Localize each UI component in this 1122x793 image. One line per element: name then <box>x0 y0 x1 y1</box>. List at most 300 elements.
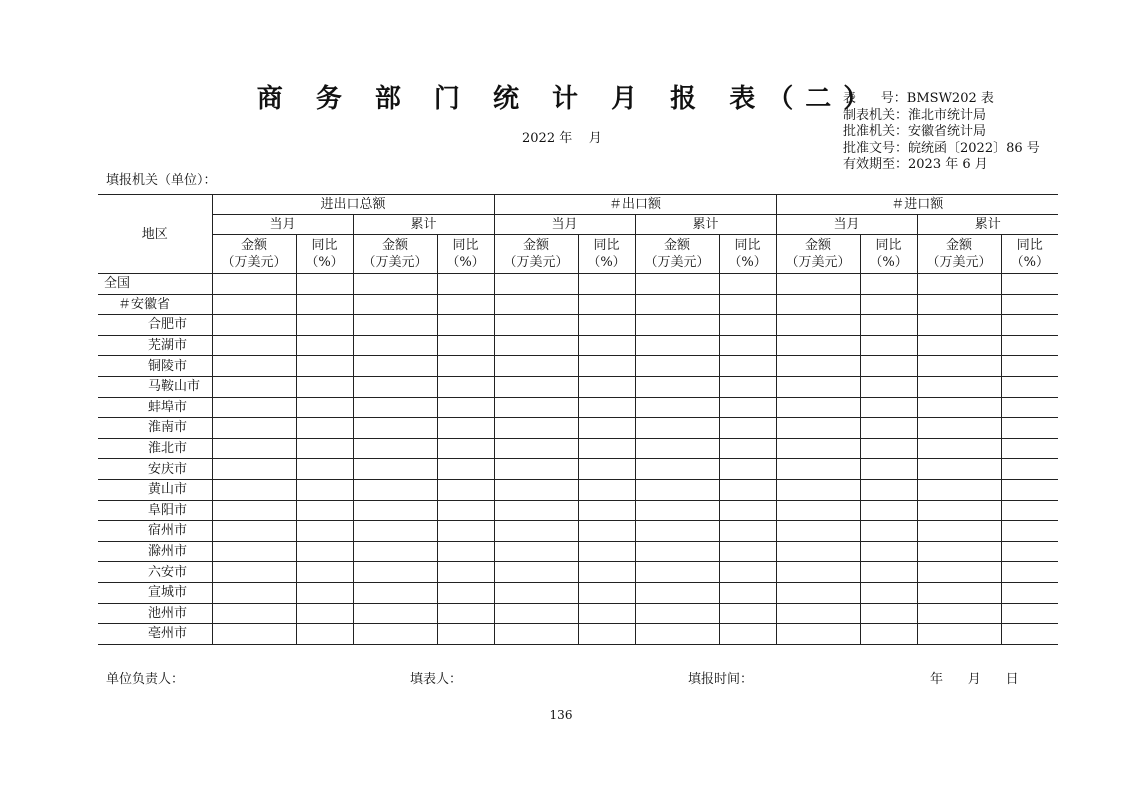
amount-unit: （万美元） <box>221 255 287 270</box>
amount-cell[interactable] <box>494 624 578 645</box>
person-in-charge-label: 单位负责人： <box>106 672 185 687</box>
yoy-cell[interactable] <box>296 521 353 542</box>
yoy-cell[interactable] <box>437 376 494 397</box>
yoy-cell[interactable] <box>578 521 635 542</box>
amount-cell[interactable] <box>353 418 437 439</box>
yoy-cell[interactable] <box>719 459 776 480</box>
table-row <box>98 562 1058 583</box>
amount-cell[interactable] <box>353 500 437 521</box>
amount-cell[interactable] <box>494 603 578 624</box>
amount-label: 金额 <box>946 238 973 253</box>
amount-cell[interactable] <box>776 541 860 562</box>
report-table <box>98 194 1058 645</box>
amount-cell[interactable] <box>353 376 437 397</box>
yoy-cell[interactable] <box>296 418 353 439</box>
yoy-cell[interactable] <box>719 438 776 459</box>
amount-cell[interactable] <box>917 521 1001 542</box>
current-month-header: 当月 <box>776 215 917 235</box>
amount-cell[interactable] <box>353 294 437 315</box>
yoy-header <box>1001 235 1058 274</box>
amount-cell[interactable] <box>494 562 578 583</box>
amount-cell[interactable] <box>212 479 296 500</box>
yoy-cell[interactable] <box>437 335 494 356</box>
amount-cell[interactable] <box>917 541 1001 562</box>
yoy-cell[interactable] <box>296 603 353 624</box>
amount-cell[interactable] <box>917 624 1001 645</box>
yoy-label: 同比 <box>593 238 620 253</box>
yoy-cell[interactable] <box>860 335 917 356</box>
amount-label: 金额 <box>381 238 408 253</box>
yoy-cell[interactable] <box>860 479 917 500</box>
region-name: 淮北市 <box>98 438 212 459</box>
group-header-total: 进出口总额 <box>212 195 494 215</box>
yoy-cell[interactable] <box>860 624 917 645</box>
region-name: 马鞍山市 <box>98 376 212 397</box>
amount-cell[interactable] <box>917 459 1001 480</box>
yoy-cell[interactable] <box>719 521 776 542</box>
amount-cell[interactable] <box>212 541 296 562</box>
amount-cell[interactable] <box>917 582 1001 603</box>
amount-cell[interactable] <box>212 603 296 624</box>
amount-cell[interactable] <box>776 397 860 418</box>
yoy-cell[interactable] <box>719 418 776 439</box>
yoy-cell[interactable] <box>860 274 917 295</box>
amount-cell[interactable] <box>494 582 578 603</box>
amount-cell[interactable] <box>212 274 296 295</box>
yoy-unit: （%） <box>446 255 485 270</box>
amount-cell[interactable] <box>494 521 578 542</box>
region-name: ＃安徽省 <box>98 294 212 315</box>
yoy-cell[interactable] <box>860 500 917 521</box>
amount-cell[interactable] <box>494 459 578 480</box>
yoy-cell[interactable] <box>1001 562 1058 583</box>
yoy-cell[interactable] <box>437 624 494 645</box>
yoy-unit: （%） <box>1010 255 1049 270</box>
yoy-cell[interactable] <box>1001 521 1058 542</box>
yoy-label: 同比 <box>875 238 902 253</box>
amount-cell[interactable] <box>917 315 1001 336</box>
amount-cell[interactable] <box>353 521 437 542</box>
amount-unit: （万美元） <box>644 255 710 270</box>
amount-unit: （万美元） <box>503 255 569 270</box>
yoy-cell[interactable] <box>578 438 635 459</box>
cumulative-header: 累计 <box>353 215 494 235</box>
amount-cell[interactable] <box>917 397 1001 418</box>
table-row <box>98 438 1058 459</box>
page-number: 136 <box>549 708 573 722</box>
amount-cell[interactable] <box>776 521 860 542</box>
amount-header <box>353 235 437 274</box>
yoy-unit: （%） <box>869 255 908 270</box>
amount-cell[interactable] <box>212 418 296 439</box>
amount-cell[interactable] <box>635 500 719 521</box>
amount-cell[interactable] <box>776 294 860 315</box>
amount-cell[interactable] <box>776 500 860 521</box>
yoy-cell[interactable] <box>1001 582 1058 603</box>
approval-document: 批准文号：皖统函〔2022〕86 号 <box>843 140 1040 156</box>
yoy-cell[interactable] <box>1001 624 1058 645</box>
amount-header <box>776 235 860 274</box>
amount-cell[interactable] <box>635 418 719 439</box>
amount-cell[interactable] <box>917 479 1001 500</box>
amount-cell[interactable] <box>917 274 1001 295</box>
region-name: 亳州市 <box>98 624 212 645</box>
amount-cell[interactable] <box>494 418 578 439</box>
yoy-cell[interactable] <box>296 335 353 356</box>
table-row <box>98 315 1058 336</box>
yoy-cell[interactable] <box>719 603 776 624</box>
yoy-cell[interactable] <box>437 541 494 562</box>
yoy-cell[interactable] <box>860 459 917 480</box>
yoy-cell[interactable] <box>296 376 353 397</box>
yoy-cell[interactable] <box>1001 397 1058 418</box>
yoy-cell[interactable] <box>437 315 494 336</box>
yoy-cell[interactable] <box>578 479 635 500</box>
amount-cell[interactable] <box>353 582 437 603</box>
yoy-cell[interactable] <box>437 356 494 377</box>
yoy-unit: （%） <box>587 255 626 270</box>
region-name: 蚌埠市 <box>98 397 212 418</box>
amount-cell[interactable] <box>494 376 578 397</box>
amount-cell[interactable] <box>776 624 860 645</box>
amount-cell[interactable] <box>353 459 437 480</box>
amount-cell[interactable] <box>212 294 296 315</box>
amount-header <box>494 235 578 274</box>
amount-cell[interactable] <box>776 418 860 439</box>
preparer-label: 填表人： <box>410 672 463 687</box>
yoy-cell[interactable] <box>719 479 776 500</box>
current-month-header: 当月 <box>494 215 635 235</box>
yoy-cell[interactable] <box>296 397 353 418</box>
report-time-label: 填报时间： <box>688 672 754 687</box>
yoy-header <box>578 235 635 274</box>
yoy-cell[interactable] <box>719 335 776 356</box>
region-name: 安庆市 <box>98 459 212 480</box>
region-name: 阜阳市 <box>98 500 212 521</box>
amount-cell[interactable] <box>635 624 719 645</box>
current-month-header: 当月 <box>212 215 353 235</box>
yoy-label: 同比 <box>311 238 338 253</box>
amount-cell[interactable] <box>635 315 719 336</box>
amount-cell[interactable] <box>212 562 296 583</box>
yoy-cell[interactable] <box>578 418 635 439</box>
yoy-cell[interactable] <box>860 541 917 562</box>
yoy-cell[interactable] <box>437 500 494 521</box>
amount-cell[interactable] <box>635 335 719 356</box>
amount-cell[interactable] <box>776 438 860 459</box>
yoy-cell[interactable] <box>1001 438 1058 459</box>
yoy-cell[interactable] <box>578 500 635 521</box>
yoy-cell[interactable] <box>719 500 776 521</box>
amount-header <box>212 235 296 274</box>
region-name: 宣城市 <box>98 582 212 603</box>
amount-cell[interactable] <box>212 315 296 336</box>
amount-cell[interactable] <box>917 356 1001 377</box>
amount-cell[interactable] <box>494 274 578 295</box>
yoy-cell[interactable] <box>1001 335 1058 356</box>
yoy-cell[interactable] <box>1001 356 1058 377</box>
amount-cell[interactable] <box>635 294 719 315</box>
amount-cell[interactable] <box>212 438 296 459</box>
table-row <box>98 541 1058 562</box>
yoy-header <box>719 235 776 274</box>
group-header-export: ＃出口额 <box>494 195 776 215</box>
yoy-cell[interactable] <box>860 438 917 459</box>
yoy-cell[interactable] <box>578 335 635 356</box>
amount-cell[interactable] <box>353 397 437 418</box>
yoy-cell[interactable] <box>296 500 353 521</box>
report-period: 2022 年 月 <box>522 131 602 146</box>
table-row <box>98 521 1058 542</box>
yoy-cell[interactable] <box>719 294 776 315</box>
yoy-cell[interactable] <box>296 315 353 336</box>
amount-unit: （万美元） <box>785 255 851 270</box>
yoy-cell[interactable] <box>578 459 635 480</box>
yoy-cell[interactable] <box>860 418 917 439</box>
yoy-cell[interactable] <box>860 315 917 336</box>
amount-cell[interactable] <box>494 335 578 356</box>
yoy-cell[interactable] <box>860 603 917 624</box>
cumulative-header: 累计 <box>917 215 1058 235</box>
yoy-header <box>296 235 353 274</box>
yoy-cell[interactable] <box>719 397 776 418</box>
amount-cell[interactable] <box>635 459 719 480</box>
table-row <box>98 459 1058 480</box>
amount-cell[interactable] <box>776 376 860 397</box>
yoy-cell[interactable] <box>719 582 776 603</box>
amount-cell[interactable] <box>494 356 578 377</box>
yoy-cell[interactable] <box>1001 479 1058 500</box>
amount-cell[interactable] <box>212 624 296 645</box>
amount-cell[interactable] <box>353 479 437 500</box>
amount-cell[interactable] <box>635 521 719 542</box>
yoy-cell[interactable] <box>437 521 494 542</box>
yoy-cell[interactable] <box>437 274 494 295</box>
region-header: 地区 <box>98 195 212 274</box>
yoy-cell[interactable] <box>437 582 494 603</box>
yoy-cell[interactable] <box>437 294 494 315</box>
yoy-cell[interactable] <box>1001 418 1058 439</box>
yoy-unit: （%） <box>728 255 767 270</box>
amount-cell[interactable] <box>494 294 578 315</box>
amount-cell[interactable] <box>635 376 719 397</box>
amount-cell[interactable] <box>353 438 437 459</box>
amount-cell[interactable] <box>494 315 578 336</box>
valid-until: 有效期至：2023 年 6 月 <box>843 157 988 172</box>
amount-label: 金额 <box>664 238 691 253</box>
amount-cell[interactable] <box>212 335 296 356</box>
yoy-cell[interactable] <box>860 356 917 377</box>
table-row <box>98 624 1058 645</box>
amount-cell[interactable] <box>917 562 1001 583</box>
yoy-cell[interactable] <box>860 582 917 603</box>
yoy-cell[interactable] <box>437 459 494 480</box>
yoy-cell[interactable] <box>1001 500 1058 521</box>
amount-cell[interactable] <box>494 500 578 521</box>
table-number: 表 号：BMSW202 表 <box>843 91 994 106</box>
yoy-cell[interactable] <box>296 562 353 583</box>
yoy-cell[interactable] <box>578 562 635 583</box>
amount-cell[interactable] <box>635 356 719 377</box>
table-row <box>98 397 1058 418</box>
amount-cell[interactable] <box>635 582 719 603</box>
amount-cell[interactable] <box>635 562 719 583</box>
amount-cell[interactable] <box>212 521 296 542</box>
amount-label: 金额 <box>240 238 267 253</box>
amount-cell[interactable] <box>635 603 719 624</box>
yoy-cell[interactable] <box>1001 294 1058 315</box>
yoy-cell[interactable] <box>719 562 776 583</box>
amount-cell[interactable] <box>635 541 719 562</box>
page-title: 商 务 部 门 统 计 月 报 表（二） <box>256 84 882 114</box>
amount-unit: （万美元） <box>362 255 428 270</box>
yoy-label: 同比 <box>452 238 479 253</box>
amount-cell[interactable] <box>917 335 1001 356</box>
yoy-cell[interactable] <box>437 479 494 500</box>
amount-cell[interactable] <box>353 541 437 562</box>
yoy-cell[interactable] <box>296 582 353 603</box>
amount-label: 金额 <box>523 238 550 253</box>
yoy-cell[interactable] <box>296 459 353 480</box>
yoy-cell[interactable] <box>578 541 635 562</box>
yoy-cell[interactable] <box>578 274 635 295</box>
report-date-parts: 年 月 日 <box>930 672 1019 687</box>
amount-cell[interactable] <box>353 315 437 336</box>
amount-cell[interactable] <box>917 438 1001 459</box>
form-metadata <box>843 91 1040 174</box>
yoy-cell[interactable] <box>719 274 776 295</box>
yoy-cell[interactable] <box>719 541 776 562</box>
amount-cell[interactable] <box>353 335 437 356</box>
yoy-cell[interactable] <box>296 438 353 459</box>
amount-cell[interactable] <box>212 356 296 377</box>
yoy-cell[interactable] <box>860 397 917 418</box>
yoy-cell[interactable] <box>437 418 494 439</box>
yoy-cell[interactable] <box>578 356 635 377</box>
yoy-cell[interactable] <box>578 603 635 624</box>
yoy-cell[interactable] <box>296 624 353 645</box>
yoy-cell[interactable] <box>296 356 353 377</box>
amount-cell[interactable] <box>776 274 860 295</box>
yoy-cell[interactable] <box>578 397 635 418</box>
yoy-cell[interactable] <box>578 315 635 336</box>
amount-cell[interactable] <box>776 335 860 356</box>
yoy-cell[interactable] <box>296 541 353 562</box>
amount-cell[interactable] <box>776 603 860 624</box>
yoy-cell[interactable] <box>860 521 917 542</box>
yoy-cell[interactable] <box>1001 541 1058 562</box>
amount-cell[interactable] <box>212 582 296 603</box>
yoy-cell[interactable] <box>719 315 776 336</box>
amount-cell[interactable] <box>635 438 719 459</box>
yoy-cell[interactable] <box>1001 315 1058 336</box>
amount-cell[interactable] <box>353 624 437 645</box>
yoy-cell[interactable] <box>578 294 635 315</box>
yoy-cell[interactable] <box>437 603 494 624</box>
region-name: 芜湖市 <box>98 335 212 356</box>
yoy-cell[interactable] <box>1001 274 1058 295</box>
yoy-cell[interactable] <box>1001 459 1058 480</box>
amount-cell[interactable] <box>635 274 719 295</box>
amount-cell[interactable] <box>353 603 437 624</box>
amount-cell[interactable] <box>776 356 860 377</box>
yoy-cell[interactable] <box>578 582 635 603</box>
amount-cell[interactable] <box>494 479 578 500</box>
amount-label: 金额 <box>805 238 832 253</box>
yoy-cell[interactable] <box>719 356 776 377</box>
region-name: 六安市 <box>98 562 212 583</box>
yoy-cell[interactable] <box>578 624 635 645</box>
region-name: 池州市 <box>98 603 212 624</box>
yoy-label: 同比 <box>1016 238 1043 253</box>
yoy-label: 同比 <box>734 238 761 253</box>
yoy-header <box>860 235 917 274</box>
amount-cell[interactable] <box>212 500 296 521</box>
table-row <box>98 603 1058 624</box>
yoy-cell[interactable] <box>1001 376 1058 397</box>
amount-cell[interactable] <box>776 459 860 480</box>
amount-cell[interactable] <box>917 376 1001 397</box>
table-row <box>98 418 1058 439</box>
amount-cell[interactable] <box>212 376 296 397</box>
yoy-cell[interactable] <box>1001 603 1058 624</box>
table-row <box>98 274 1058 295</box>
yoy-cell[interactable] <box>296 479 353 500</box>
amount-cell[interactable] <box>635 479 719 500</box>
yoy-unit: （%） <box>305 255 344 270</box>
yoy-cell[interactable] <box>860 294 917 315</box>
amount-cell[interactable] <box>494 438 578 459</box>
amount-cell[interactable] <box>353 562 437 583</box>
amount-cell[interactable] <box>776 315 860 336</box>
table-row <box>98 479 1058 500</box>
amount-cell[interactable] <box>776 562 860 583</box>
amount-cell[interactable] <box>212 459 296 480</box>
yoy-cell[interactable] <box>860 562 917 583</box>
amount-cell[interactable] <box>353 356 437 377</box>
amount-cell[interactable] <box>494 541 578 562</box>
region-name: 合肥市 <box>98 315 212 336</box>
amount-cell[interactable] <box>917 294 1001 315</box>
group-header-import: ＃进口额 <box>776 195 1058 215</box>
yoy-cell[interactable] <box>578 376 635 397</box>
amount-cell[interactable] <box>353 274 437 295</box>
yoy-cell[interactable] <box>437 438 494 459</box>
yoy-cell[interactable] <box>719 624 776 645</box>
amount-cell[interactable] <box>917 500 1001 521</box>
region-name: 宿州市 <box>98 521 212 542</box>
cumulative-header: 累计 <box>635 215 776 235</box>
table-row <box>98 294 1058 315</box>
amount-cell[interactable] <box>212 397 296 418</box>
amount-cell[interactable] <box>776 479 860 500</box>
table-row <box>98 376 1058 397</box>
yoy-cell[interactable] <box>860 376 917 397</box>
amount-cell[interactable] <box>494 397 578 418</box>
region-name: 滁州市 <box>98 541 212 562</box>
yoy-cell[interactable] <box>296 274 353 295</box>
amount-header <box>917 235 1001 274</box>
yoy-cell[interactable] <box>437 397 494 418</box>
table-row <box>98 500 1058 521</box>
amount-cell[interactable] <box>917 603 1001 624</box>
yoy-cell[interactable] <box>296 294 353 315</box>
amount-cell[interactable] <box>635 397 719 418</box>
amount-cell[interactable] <box>776 582 860 603</box>
amount-cell[interactable] <box>917 418 1001 439</box>
yoy-cell[interactable] <box>719 376 776 397</box>
yoy-cell[interactable] <box>437 562 494 583</box>
